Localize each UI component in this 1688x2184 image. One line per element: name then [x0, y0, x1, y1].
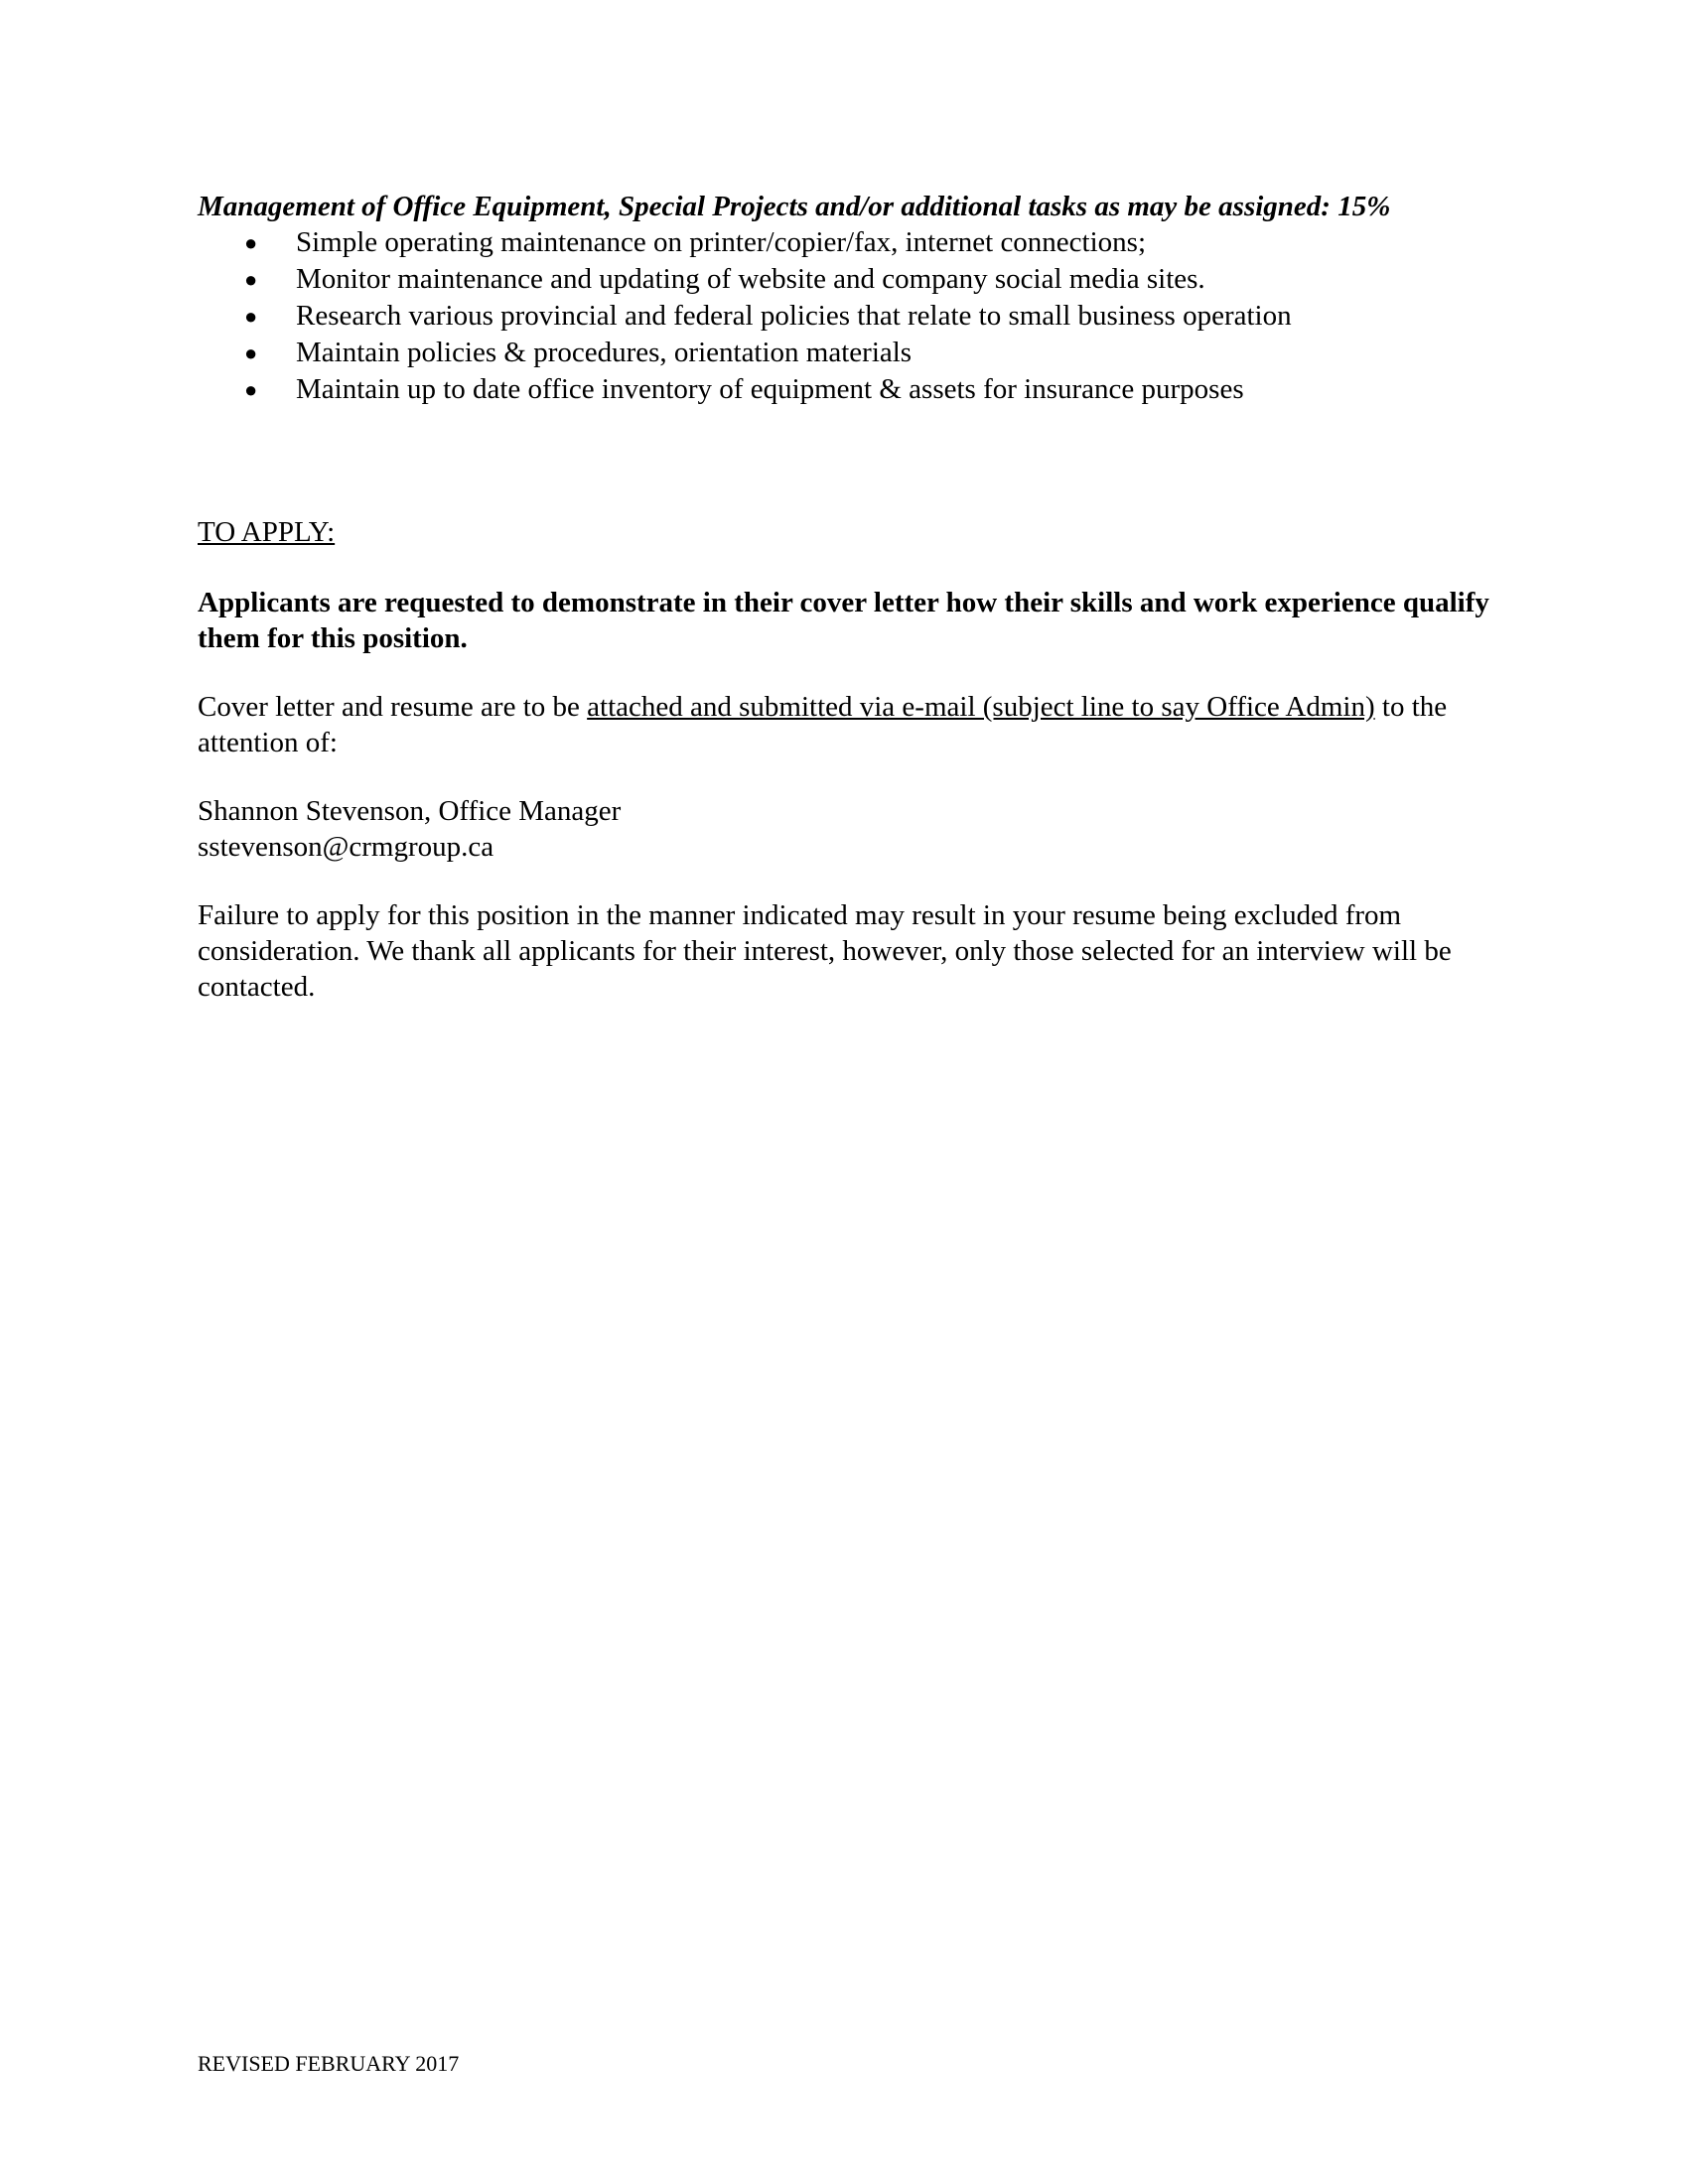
bullet-icon: ●	[244, 377, 258, 402]
spacer	[198, 656, 1498, 689]
spacer	[198, 865, 1498, 897]
spacer	[198, 550, 1498, 585]
spacer	[198, 408, 1498, 514]
list-item	[198, 224, 1498, 261]
document-body	[198, 189, 1498, 1005]
instructions-text-start: Cover letter and resume are to be	[198, 691, 588, 723]
apply-instructions	[198, 689, 1498, 760]
disclaimer-paragraph: Failure to apply for this position in the manner indicated may result in your resume being excluded from consideration. We thank all applicants for their interest, however, only those selected for an interview will be contacted.	[198, 899, 1452, 1003]
section-heading: Management of Office Equipment, Special Projects and/or additional tasks as may be assigned: 15%	[198, 191, 1391, 222]
revision-footer: REVISED FEBRUARY 2017	[198, 2051, 460, 2076]
list-item	[198, 335, 1498, 371]
apply-heading: TO APPLY:	[198, 516, 336, 548]
contact-email: sstevenson@crmgroup.ca	[198, 831, 494, 863]
bullet-icon: ●	[244, 341, 258, 365]
list-item-text: Maintain policies & procedures, orientation materials	[296, 337, 913, 368]
bullet-icon: ●	[244, 230, 258, 255]
list-item-text: Monitor maintenance and updating of website and company social media sites.	[296, 263, 1205, 295]
apply-requirement: Applicants are requested to demonstrate in their cover letter how their skills and work experience qualify them for this position.	[198, 587, 1489, 654]
list-item-text: Simple operating maintenance on printer/copier/fax, internet connections;	[296, 226, 1147, 258]
list-item	[198, 371, 1498, 408]
bullet-icon: ●	[244, 267, 258, 292]
contact-name: Shannon Stevenson, Office Manager	[198, 795, 622, 827]
list-item-text: Research various provincial and federal policies that relate to small business operation	[296, 300, 1292, 332]
bullet-icon: ●	[244, 304, 258, 329]
list-item	[198, 298, 1498, 335]
spacer	[198, 760, 1498, 793]
instructions-underlined-text: attached and submitted via e-mail (subject line to say Office Admin)	[587, 691, 1375, 723]
duties-list	[198, 224, 1498, 408]
list-item-text: Maintain up to date office inventory of equipment & assets for insurance purposes	[296, 373, 1244, 405]
list-item	[198, 261, 1498, 298]
instructions-text-end: to the attention of:	[198, 691, 1448, 758]
